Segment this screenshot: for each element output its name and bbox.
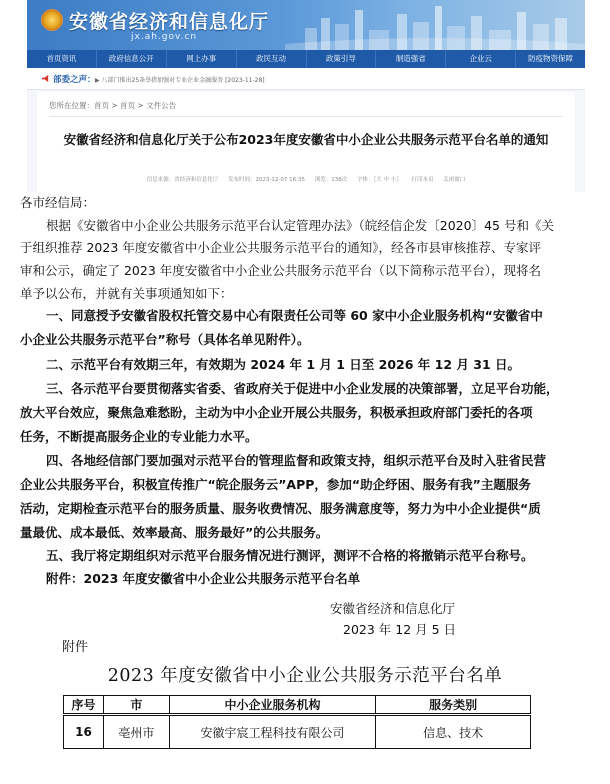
nav-item-interaction[interactable]: 政民互动 [237, 50, 307, 68]
notice-bar [27, 68, 585, 90]
header-index: 序号 [64, 696, 104, 715]
cell-city: 亳州市 [103, 715, 169, 749]
nav-item-policy[interactable]: 政策引导 [307, 50, 377, 68]
item-2-line-1: 二、示范平台有效期三年，有效期为 2024 年 1 月 1 日至 2026 年 12 月 31 日。 [46, 357, 520, 372]
header-category: 服务类别 [376, 696, 531, 715]
item-4-line-4: 量最优、成本最低、效率最高、服务最好”的公共服务。 [20, 525, 329, 540]
meta-font-size[interactable]: 字体：〖大 中 小〗 [357, 177, 402, 183]
article-card [37, 92, 575, 192]
annex-title: 2023 年度安徽省中小企业公共服务示范平台名单 [107, 666, 503, 686]
paragraph-line-1: 根据《安徽省中小企业公共服务示范平台认定管理办法》（皖经信企发〔2020〕45 号和《关 [46, 218, 554, 233]
annex-table [63, 695, 531, 749]
table-row [64, 715, 531, 749]
cell-organization: 安徽宇宸工程科技有限公司 [169, 715, 376, 749]
paragraph-line-4: 单予以公布，并就有关事项通知如下： [20, 286, 233, 301]
main-nav [27, 50, 585, 68]
breadcrumb-divider [49, 116, 563, 117]
nav-item-gov-info[interactable]: 政府信息公开 [97, 50, 167, 68]
nav-item-online-service[interactable]: 网上办事 [167, 50, 237, 68]
meta-source: 信息来源：省经济和信息化厅 [146, 177, 219, 183]
article-meta [37, 175, 575, 183]
item-3-line-2: 放大平台效应，聚焦急难愁盼，主动为中小企业开展公共服务，积极承担政府部门委托的各项 [20, 405, 533, 420]
city-skyline-graphic [285, 0, 585, 50]
paragraph-line-2: 于组织推荐 2023 年度安徽省中小企业公共服务示范平台的通知》，经各市县审核推荐、专家评 [20, 240, 542, 255]
item-1-line-2: 小企业公共服务示范平台”称号（具体名单见附件）。 [20, 332, 310, 347]
signature-org: 安徽省经济和信息化厅 [330, 601, 456, 616]
meta-print[interactable]: 打印本页 [411, 177, 434, 183]
item-3-line-1: 三、各示范平台要贯彻落实省委、省政府关于促进中小企业发展的决策部署，立足平台功能， [46, 381, 559, 396]
site-domain: jx.ah.gov.cn [131, 32, 198, 42]
notice-link[interactable]: ▶ 八部门推出25条举措加强对专业企业金融服务 [2023-11-28] [95, 76, 265, 84]
item-4-line-1: 四、各地经信部门要加强对示范平台的管理监督和政策支持，组织示范平台及时入驻省民营 [46, 453, 547, 468]
website-screenshot [27, 0, 585, 192]
nav-item-news[interactable]: 首页资讯 [27, 50, 97, 68]
paragraph-line-3: 审和公示，确定了 2023 年度安徽省中小企业公共服务示范平台（以下简称示范平台），现将名 [20, 263, 542, 278]
nav-item-enterprise-cloud[interactable]: 企业云 [446, 50, 516, 68]
item-4-line-3: 活动，定期检查示范平台的服务质量、服务收费情况、服务满意度等，努力为中小企业提供“质 [20, 501, 541, 516]
notice-label: 部委之声： [53, 75, 96, 85]
item-1-line-1: 一、同意授予安徽省股权托管交易中心有限责任公司等 60 家中小企业服务机构“安徽省中 [46, 308, 543, 323]
header-organization: 中小企业服务机构 [169, 696, 376, 715]
item-4-line-2: 企业公共服务平台，积极宣传推广“皖企服务云”APP，参加“助企纾困、服务有我”主题服务 [20, 477, 531, 492]
nav-item-manufacturing[interactable]: 制造强省 [376, 50, 446, 68]
signature-date: 2023 年 12 月 5 日 [343, 622, 457, 637]
breadcrumb[interactable]: 您所在位置：首页 > 首页 > 文件公告 [49, 101, 177, 110]
item-5-line-1: 五、我厅将定期组织对示范平台服务情况进行测评，测评不合格的将撤销示范平台称号。 [46, 548, 534, 563]
nav-item-epidemic-supplies[interactable]: 防疫物资保障 [528, 54, 574, 63]
meta-publish-time: 发布时间：2023-12-07 16:35 [227, 177, 306, 183]
site-banner [27, 0, 585, 50]
table-header-row [64, 696, 531, 715]
cell-category: 信息、技术 [376, 715, 531, 749]
attachment-line: 附件：2023 年度安徽省中小企业公共服务示范平台名单 [46, 571, 361, 586]
meta-views: 浏览：138次 [314, 177, 348, 183]
cell-index: 16 [64, 715, 104, 749]
article-title: 安徽省经济和信息化厅关于公布2023年度安徽省中小企业公共服务示范平台名单的通知 [63, 132, 549, 147]
annex-label: 附件 [62, 640, 89, 655]
header-city: 市 [103, 696, 169, 715]
national-emblem-icon [41, 9, 63, 31]
megaphone-icon [41, 74, 50, 83]
site-name[interactable]: 安徽省经济和信息化厅 [69, 11, 270, 33]
greeting: 各市经信局： [20, 195, 96, 210]
meta-close[interactable]: 关闭窗口 [443, 177, 466, 183]
item-3-line-3: 任务，不断提高服务企业的专业能力水平。 [20, 429, 258, 444]
